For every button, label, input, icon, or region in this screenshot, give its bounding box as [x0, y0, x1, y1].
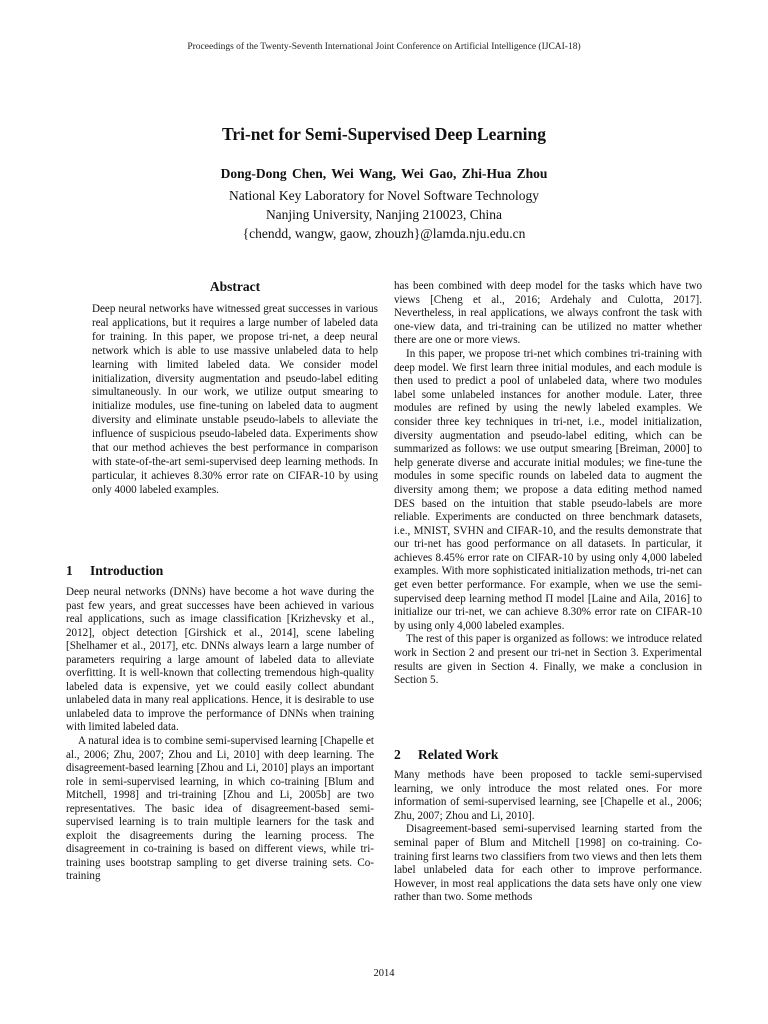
- related-paragraph-2: Disagreement-based semi-supervised learning started from the seminal paper of Blum and Mitchell [1998] on co-training. Co-training first learns two classifiers from two views and then lets them label unlabeled data for each other to improve performance. However, in most real applications the data sets have only one view rather than two. Some methods: [394, 823, 702, 904]
- section-1-right-column: [394, 280, 702, 688]
- affiliation-university: Nanjing University, Nanjing 210023, China: [265, 207, 503, 222]
- abstract-heading: Abstract: [209, 279, 261, 294]
- intro-paragraph-1: Deep neural networks (DNNs) have become a hot wave during the past few years, and great successes have been achieved in various real applications, such as image classification [Krizhevsky et al., 2012], object detection [Girshick et al., 2014], scene labeling [Shelhamer et al., 2017], etc. DNNs always learn a large number of parameters requiring a large amount of labeled data to alleviate overfitting. It is well-known that collecting tremendous high-quality labeled data is expensive, yet we could easily collect abundant unlabeled data in many real applications. Hence, it is desirable to use unlabeled data to improve the performance of DNNs when training with limited labeled data.: [66, 586, 374, 734]
- conference-header: Proceedings of the Twenty-Seventh International Joint Conference on Artificial Intelligence (IJCAI-18): [187, 42, 581, 52]
- abstract-text: Deep neural networks have witnessed great successes in various real applications, but it requires a large number of labeled data for training. In this paper, we propose tri-net, a deep neural network which is able to use massive unlabeled data to help learning with limited labeled data. We consider model initialization, diversity augmentation and pseudo-label editing simultaneously. In our work, we utilize output smearing to initialize modules, use fine-tuning on labeled data to augment diversity and eliminate unstable pseudo-labels to alleviate the influence of suspicious pseudo-labeled data. Experiments show that our method achieves the best performance in comparison with state-of-the-art semi-supervised deep learning methods. In particular, it achieves 8.30% error rate on CIFAR-10 by using only 4000 labeled examples.: [92, 303, 378, 496]
- section-1-left-column: [66, 586, 374, 884]
- section-2-title: Related Work: [418, 747, 499, 762]
- affiliation-block: [0, 186, 768, 243]
- section-1-heading: [66, 563, 163, 579]
- intro-paragraph-3: In this paper, we propose tri-net which combines tri-training with deep model. We first learn three initial modules, and each module is then used to predict a pool of unlabeled data, where two modules label some unlabeled instances for another module. Later, three modules are refined by using the newly labeled examples. We consider three key techniques in tri-net, i.e., model initialization, diversity augmentation and pseudo-label editing, which can be summarized as follows: we use output smearing [Breiman, 2000] to help generate diverse and accurate initial modules; we fine-tune the modules in some specific rounds on labeled data to augment the diversity among them; we propose a data editing method named DES based on the intuition that stable pseudo-labels are more reliable. Experiments are conducted on three benchmark datasets, i.e., MNIST, SVHN and CIFAR-10, and the results demonstrate that our tri-net has good performance on all datasets. In particular, it achieves 8.45% error rate on CIFAR-10 by using only 4,000 labeled examples. With more sophisticated initialization methods, tri-net can get even better performance. For example, when we use the semi-supervised deep learning method Π model [Laine and Aila, 2016] to initialize our tri-net, we can achieve 8.30% error rate on CIFAR-10 by using only 4,000 labeled examples.: [394, 347, 702, 632]
- section-2-body: [394, 769, 702, 905]
- abstract-body: [92, 303, 378, 498]
- page-number: 2014: [373, 968, 395, 979]
- section-1-number: 1: [66, 563, 73, 578]
- paper-title: Tri-net for Semi-Supervised Deep Learning: [221, 124, 547, 144]
- section-1-title: Introduction: [90, 563, 164, 578]
- section-2-heading: [394, 747, 498, 763]
- related-paragraph-1: Many methods have been proposed to tackle semi-supervised learning, we only introduce the most related ones. For more information of semi-supervised learning, see [Chapelle et al., 2006; Zhu, 2007; Zhou and Li, 2010].: [394, 769, 702, 822]
- author-list: Dong-Dong Chen, Wei Wang, Wei Gao, Zhi-Hua Zhou: [220, 166, 548, 181]
- intro-paragraph-4: The rest of this paper is organized as follows: we introduce related work in Section 2 and present our tri-net in Section 3. Experimental results are given in Section 4. Finally, we make a conclusion in Section 5.: [394, 633, 702, 687]
- affiliation-lab: National Key Laboratory for Novel Software Technology: [229, 188, 539, 203]
- intro-paragraph-2: A natural idea is to combine semi-supervised learning [Chapelle et al., 2006; Zhu, 2007; Zhou and Li, 2010] with deep learning. The disagreement-based learning [Zhou and Li, 2010] plays an important role in semi-supervised learning, in which co-training [Blum and Mitchell, 1998] and tri-training [Zhou and Li, 2005b] are two representatives. The basic idea of disagreement-based semi-supervised learning is to train multiple learners for the task and exploit the disagreements during the learning process. The disagreement in co-training is based on different views, while tri-training uses bootstrap sampling to get diverse training sets. Co-training: [66, 735, 374, 883]
- intro-paragraph-2-cont: has been combined with deep model for the tasks which have two views [Cheng et al., 2016; Ardehaly and Culotta, 2017]. Nevertheless, in real applications, we always confront the task with one-view data, and tri-training can be utilized no matter whether there are one or more views.: [394, 280, 702, 347]
- affiliation-email: {chendd, wangw, gaow, zhouzh}@lamda.nju.edu.cn: [242, 226, 526, 241]
- section-2-number: 2: [394, 747, 401, 762]
